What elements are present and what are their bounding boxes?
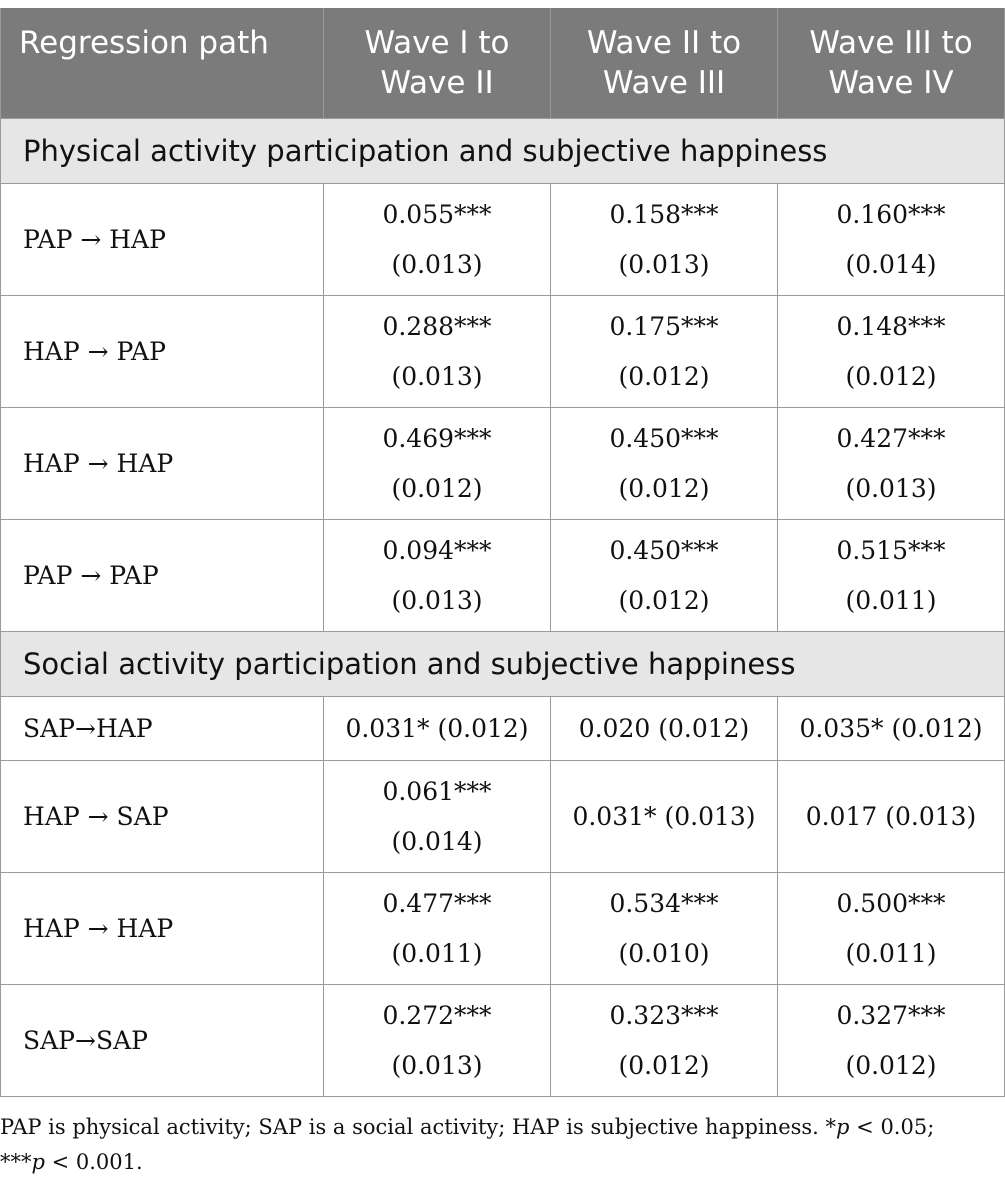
coefficient: 0.055*** bbox=[382, 199, 492, 229]
standard-error: (0.013) bbox=[391, 361, 483, 391]
coefficient: 0.323*** bbox=[609, 1000, 719, 1030]
cell-wave-2-to-3 bbox=[551, 296, 778, 408]
cell-wave-2-to-3 bbox=[551, 408, 778, 520]
footnote-text-4: < 0.001. bbox=[44, 1150, 143, 1174]
table-row bbox=[1, 408, 1005, 520]
footnote-text-3: *** bbox=[0, 1150, 32, 1174]
cell-wave-2-to-3: 0.020 (0.012) bbox=[551, 697, 778, 761]
row-path: HAP → SAP bbox=[1, 761, 324, 873]
cell-wave-1-to-2 bbox=[324, 985, 551, 1097]
standard-error: (0.012) bbox=[618, 585, 710, 615]
table-footnote bbox=[0, 1110, 1004, 1180]
cell-wave-3-to-4: 0.035* (0.012) bbox=[778, 697, 1005, 761]
cell-wave-1-to-2 bbox=[324, 761, 551, 873]
standard-error: (0.013) bbox=[391, 249, 483, 279]
section-header-row bbox=[1, 119, 1005, 184]
standard-error: (0.013) bbox=[391, 1050, 483, 1080]
coefficient: 0.469*** bbox=[382, 423, 492, 453]
cell-wave-2-to-3: 0.031* (0.013) bbox=[551, 761, 778, 873]
coefficient: 0.534*** bbox=[609, 888, 719, 918]
table-row bbox=[1, 296, 1005, 408]
standard-error: (0.012) bbox=[845, 1050, 937, 1080]
header-wave-1-to-2 bbox=[324, 8, 551, 119]
header-wave-1-to-2-line1: Wave I to bbox=[364, 25, 510, 61]
cell-wave-3-to-4 bbox=[778, 184, 1005, 296]
coefficient: 0.327*** bbox=[836, 1000, 946, 1030]
standard-error: (0.014) bbox=[845, 249, 937, 279]
table-row bbox=[1, 985, 1005, 1097]
cell-wave-1-to-2 bbox=[324, 184, 551, 296]
cell-wave-2-to-3 bbox=[551, 184, 778, 296]
coefficient: 0.450*** bbox=[609, 423, 719, 453]
cell-wave-1-to-2 bbox=[324, 520, 551, 632]
header-wave-2-to-3-line1: Wave II to bbox=[586, 25, 742, 61]
standard-error: (0.013) bbox=[845, 473, 937, 503]
standard-error: (0.012) bbox=[618, 361, 710, 391]
table-row bbox=[1, 520, 1005, 632]
row-path: HAP → HAP bbox=[1, 873, 324, 985]
section-title-social: Social activity participation and subjective happiness bbox=[1, 632, 1005, 697]
coefficient: 0.500*** bbox=[836, 888, 946, 918]
table-row bbox=[1, 697, 1005, 761]
standard-error: (0.012) bbox=[391, 473, 483, 503]
section-header-row bbox=[1, 632, 1005, 697]
standard-error: (0.012) bbox=[618, 1050, 710, 1080]
table-row bbox=[1, 873, 1005, 985]
footnote-text-2: < 0.05; bbox=[849, 1115, 935, 1139]
cell-wave-1-to-2 bbox=[324, 296, 551, 408]
cell-wave-3-to-4 bbox=[778, 873, 1005, 985]
coefficient: 0.427*** bbox=[836, 423, 946, 453]
coefficient: 0.061*** bbox=[382, 776, 492, 806]
cell-wave-3-to-4 bbox=[778, 985, 1005, 1097]
cell-wave-3-to-4: 0.017 (0.013) bbox=[778, 761, 1005, 873]
coefficient: 0.148*** bbox=[836, 311, 946, 341]
header-wave-3-to-4 bbox=[778, 8, 1005, 119]
coefficient: 0.288*** bbox=[382, 311, 492, 341]
coefficient: 0.158*** bbox=[609, 199, 719, 229]
footnote-p-symbol-2: p bbox=[31, 1150, 45, 1174]
cell-wave-2-to-3 bbox=[551, 520, 778, 632]
coefficient: 0.094*** bbox=[382, 535, 492, 565]
header-regression-path: Regression path bbox=[1, 8, 324, 119]
footnote-p-symbol-1: p bbox=[836, 1115, 850, 1139]
coefficient: 0.175*** bbox=[609, 311, 719, 341]
standard-error: (0.011) bbox=[845, 938, 937, 968]
regression-table bbox=[0, 8, 1005, 1097]
row-path: PAP → HAP bbox=[1, 184, 324, 296]
row-path: SAP→HAP bbox=[1, 697, 324, 761]
coefficient: 0.272*** bbox=[382, 1000, 492, 1030]
standard-error: (0.012) bbox=[845, 361, 937, 391]
cell-wave-3-to-4 bbox=[778, 408, 1005, 520]
cell-wave-2-to-3 bbox=[551, 985, 778, 1097]
cell-wave-2-to-3 bbox=[551, 873, 778, 985]
standard-error: (0.013) bbox=[391, 585, 483, 615]
row-path: HAP → PAP bbox=[1, 296, 324, 408]
coefficient: 0.477*** bbox=[382, 888, 492, 918]
cell-wave-1-to-2 bbox=[324, 408, 551, 520]
coefficient: 0.160*** bbox=[836, 199, 946, 229]
section-title-physical: Physical activity participation and subjective happiness bbox=[1, 119, 1005, 184]
header-wave-3-to-4-line2: Wave IV bbox=[828, 65, 954, 101]
cell-wave-1-to-2: 0.031* (0.012) bbox=[324, 697, 551, 761]
standard-error: (0.011) bbox=[391, 938, 483, 968]
row-path: HAP → HAP bbox=[1, 408, 324, 520]
standard-error: (0.010) bbox=[618, 938, 710, 968]
header-wave-3-to-4-line1: Wave III to bbox=[809, 25, 973, 61]
header-wave-2-to-3-line2: Wave III bbox=[602, 65, 726, 101]
coefficient: 0.515*** bbox=[836, 535, 946, 565]
standard-error: (0.012) bbox=[618, 473, 710, 503]
coefficient: 0.450*** bbox=[609, 535, 719, 565]
standard-error: (0.011) bbox=[845, 585, 937, 615]
standard-error: (0.014) bbox=[391, 826, 483, 856]
table-row bbox=[1, 184, 1005, 296]
row-path: PAP → PAP bbox=[1, 520, 324, 632]
cell-wave-1-to-2 bbox=[324, 873, 551, 985]
header-row bbox=[1, 8, 1005, 119]
cell-wave-3-to-4 bbox=[778, 520, 1005, 632]
table-row bbox=[1, 761, 1005, 873]
header-wave-2-to-3 bbox=[551, 8, 778, 119]
cell-wave-3-to-4 bbox=[778, 296, 1005, 408]
header-wave-1-to-2-line2: Wave II bbox=[380, 65, 494, 101]
standard-error: (0.013) bbox=[618, 249, 710, 279]
footnote-text-1: PAP is physical activity; SAP is a social activity; HAP is subjective happiness. * bbox=[0, 1115, 837, 1139]
row-path: SAP→SAP bbox=[1, 985, 324, 1097]
